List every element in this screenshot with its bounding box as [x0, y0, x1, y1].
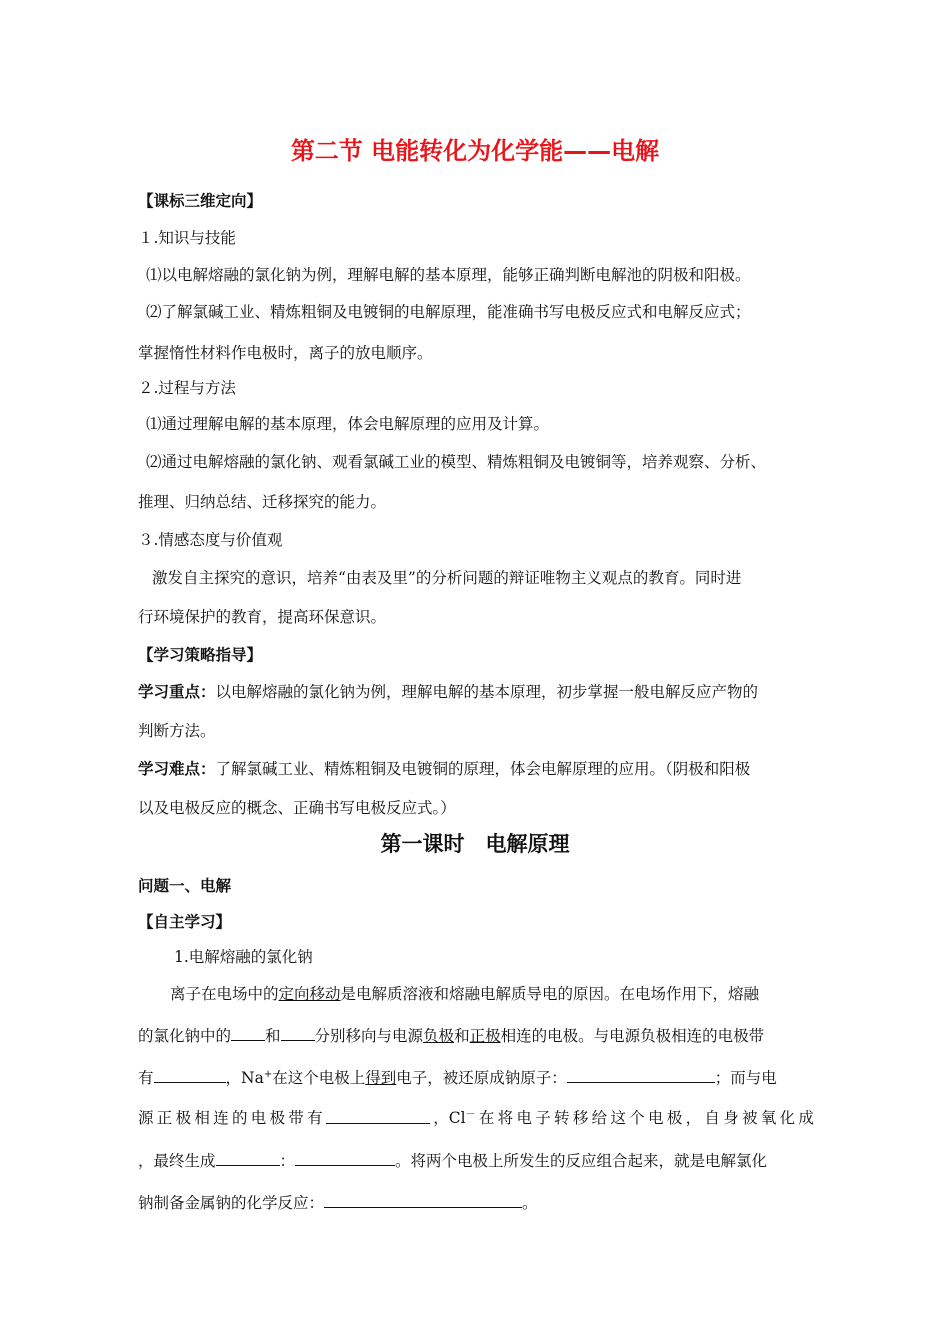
text-span: ，Cl — [433, 1109, 466, 1127]
self-study-heading: 【自主学习】 — [138, 913, 232, 931]
text-span: ，最终生成 — [138, 1152, 216, 1170]
underlined-term: 得到 — [365, 1069, 397, 1087]
para-line-5 — [138, 1150, 818, 1171]
char: ， — [685, 1109, 702, 1127]
char: 给 — [591, 1109, 608, 1127]
text-span: 离子在电场中的 — [170, 985, 279, 1003]
key-point-line-1 — [138, 682, 818, 702]
para-line-6 — [138, 1192, 818, 1213]
para-line-3 — [138, 1067, 818, 1088]
para-line-1 — [170, 984, 850, 1004]
process-item-1: ⑴通过理解电解的基本原理，体会电解原理的应用及计算。 — [146, 415, 550, 433]
charge-superscript: － — [465, 1108, 476, 1120]
char: 相 — [194, 1109, 210, 1127]
section-heading-strategy: 【学习策略指导】 — [138, 646, 263, 664]
answer-blank[interactable] — [281, 1025, 315, 1041]
answer-blank[interactable] — [154, 1067, 226, 1083]
char: 电 — [648, 1109, 664, 1127]
process-heading: ２.过程与方法 — [138, 379, 236, 397]
char: 自 — [704, 1109, 720, 1127]
char: 转 — [554, 1109, 570, 1127]
difficulty-line-1 — [138, 759, 818, 779]
char: 被 — [742, 1109, 758, 1127]
char: 身 — [723, 1109, 739, 1127]
char: 氧 — [760, 1109, 777, 1127]
text-span: ： — [279, 1152, 296, 1170]
text-span: 相连的电极。与电源负极相连的电极带 — [500, 1027, 765, 1045]
charge-superscript: + — [263, 1068, 273, 1080]
difficulty-label: 学习难点： — [138, 760, 216, 778]
key-point-label: 学习重点： — [138, 683, 216, 701]
underlined-term: 正极 — [469, 1027, 501, 1045]
answer-blank[interactable] — [216, 1150, 280, 1166]
answer-blank[interactable] — [324, 1192, 522, 1208]
char: 正 — [156, 1109, 173, 1127]
answer-blank[interactable] — [231, 1025, 265, 1041]
answer-blank[interactable] — [567, 1067, 715, 1083]
item-heading: 1.电解熔融的氯化钠 — [174, 948, 313, 966]
knowledge-item-2-line-2: 掌握惰性材料作电极时，离子的放电顺序。 — [138, 344, 433, 362]
process-item-2-line-2: 推理、归纳总结、迁移探究的能力。 — [138, 493, 387, 511]
char: 个 — [629, 1109, 645, 1127]
underlined-term: 定向移动 — [278, 985, 341, 1003]
text-span: 钠制备金属钠的化学反应： — [138, 1194, 325, 1212]
emotion-line-1: 激发自主探究的意识，培养“由表及里”的分析问题的辩证唯物主义观点的教育。同时进 — [152, 569, 742, 587]
char: 带 — [288, 1109, 304, 1127]
char: 在 — [478, 1109, 495, 1127]
process-item-2-line-1: ⑵通过电解熔融的氯化钠、观看氯碱工业的模型、精炼粗铜及电镀铜等，培养观察、分析、 — [146, 453, 767, 471]
question-heading: 问题一、电解 — [138, 877, 232, 895]
char: 源 — [138, 1109, 154, 1127]
char: 将 — [497, 1109, 514, 1127]
text-span: 。将两个电极上所发生的反应组合起来，就是电解氯化 — [395, 1152, 768, 1170]
char: 的 — [231, 1109, 248, 1127]
text-span: ；而与电 — [714, 1069, 777, 1087]
difficulty-text: 了解氯碱工业、精炼粗铜及电镀铜的原理，体会电解原理的应用。（阴极和阳极 — [215, 760, 751, 778]
answer-blank[interactable] — [326, 1108, 430, 1124]
emotion-line-2: 行环境保护的教育，提高环保意识。 — [138, 608, 387, 626]
knowledge-item-2-line-1: ⑵了解氯碱工业、精炼粗铜及电镀铜的电解原理，能准确书写电极反应式和电解反应式； — [146, 303, 751, 321]
section-heading-goals: 【课标三维定向】 — [138, 192, 263, 210]
char: 电 — [250, 1109, 267, 1127]
char: 子 — [535, 1109, 551, 1127]
knowledge-item-1: ⑴以电解熔融的氯化钠为例，理解电解的基本原理，能够正确判断电解池的阴极和阳极。 — [146, 266, 751, 284]
char: 极 — [666, 1109, 683, 1127]
char: 连 — [213, 1109, 229, 1127]
key-point-line-2: 判断方法。 — [138, 722, 216, 740]
text-span: 的氯化钠中的 — [138, 1027, 232, 1045]
char: 极 — [175, 1109, 192, 1127]
text-span: 分别移向与电源 — [314, 1027, 424, 1045]
char: 有 — [307, 1109, 323, 1127]
text-span: 和 — [454, 1027, 470, 1045]
knowledge-heading: １.知识与技能 — [138, 229, 236, 247]
char: 极 — [269, 1109, 286, 1127]
chloride-text — [433, 1108, 475, 1128]
text-span: ，Na — [225, 1069, 264, 1087]
char: 化 — [779, 1109, 796, 1127]
text-span: 是电解质溶液和熔融电解质导电的原因。在电场作用下，熔融 — [340, 985, 760, 1003]
text-span: 在这个电极上 — [272, 1069, 366, 1087]
underlined-term: 负极 — [423, 1027, 455, 1045]
text-span: 。 — [522, 1194, 538, 1212]
difficulty-line-2: 以及电极反应的概念、正确书写电极反应式。） — [138, 799, 456, 817]
text-span: 电子，被还原成钠原子： — [396, 1069, 567, 1087]
char: 这 — [610, 1109, 626, 1127]
char: 成 — [798, 1109, 814, 1127]
answer-blank[interactable] — [295, 1150, 395, 1166]
key-point-text: 以电解熔融的氯化钠为例，理解电解的基本原理，初步掌握一般电解反应产物的 — [215, 683, 759, 701]
text-span: 和 — [265, 1027, 281, 1045]
document-title: 第二节 电能转化为化学能——电解 — [290, 137, 660, 165]
lesson-subtitle: 第一课时 电解原理 — [380, 832, 570, 856]
para-line-4 — [138, 1108, 814, 1128]
emotion-heading: ３.情感态度与价值观 — [138, 531, 283, 549]
char: 移 — [572, 1109, 589, 1127]
char: 电 — [516, 1109, 532, 1127]
para-line-2 — [138, 1025, 818, 1046]
text-span: 有 — [138, 1069, 154, 1087]
